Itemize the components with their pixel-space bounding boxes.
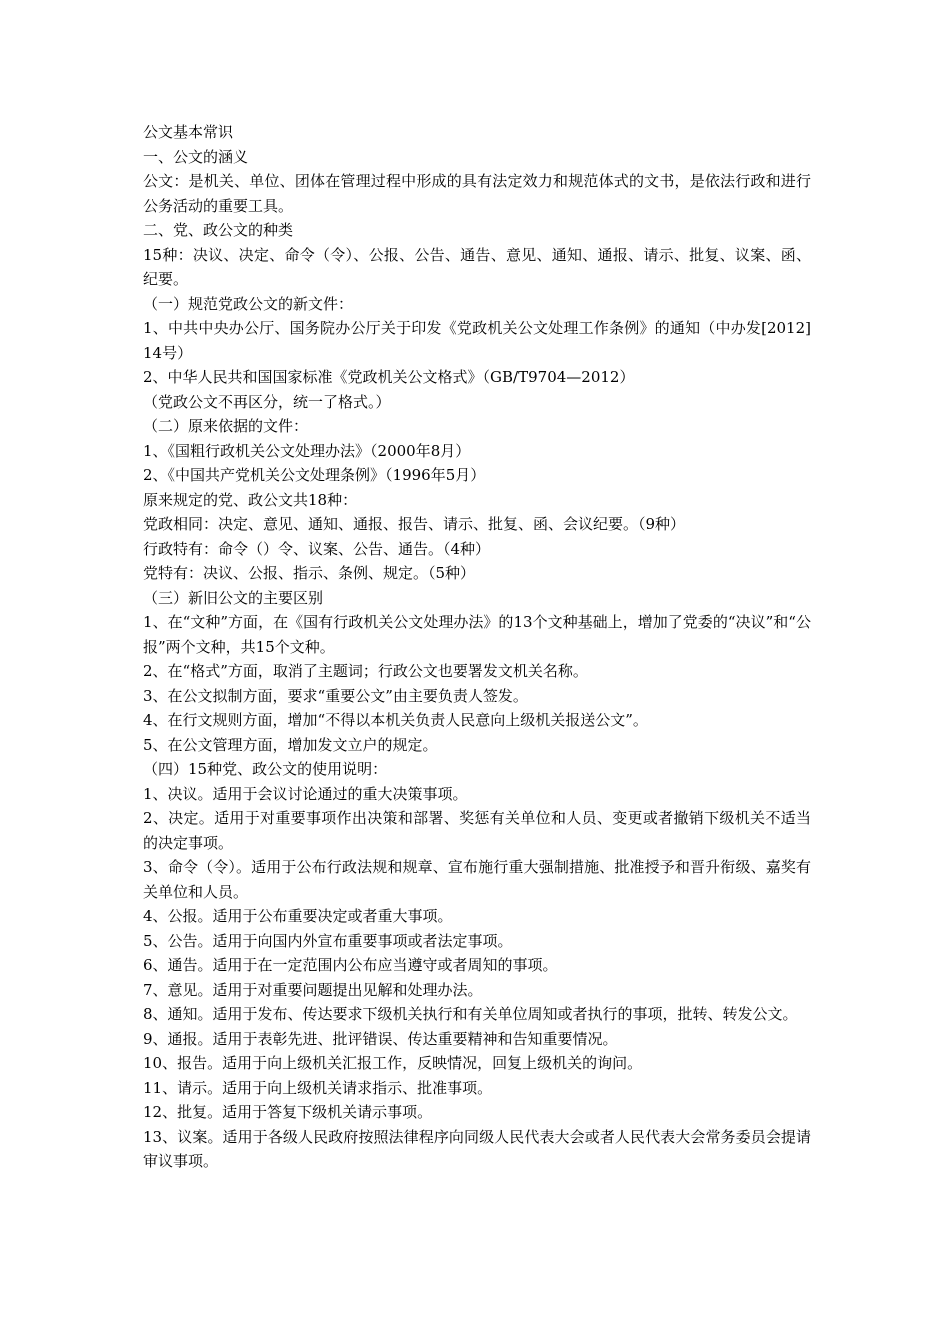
paragraph: 原来规定的党、政公文共18种： bbox=[143, 490, 358, 509]
list-item: 7、意见。适用于对重要问题提出见解和处理办法。 bbox=[143, 980, 483, 999]
list-item: 1、决议。适用于会议讨论通过的重大决策事项。 bbox=[143, 784, 468, 803]
subsection-heading: （二）原来依据的文件： bbox=[143, 417, 309, 435]
section-heading: 二、党、政公文的种类 bbox=[143, 221, 294, 239]
list-item: 2、中华人民共和国国家标准《党政机关公文格式》（GB/T9704—2012） bbox=[143, 368, 635, 386]
list-item: 6、通告。适用于在一定范围内公布应当遵守或者周知的事项。 bbox=[143, 956, 558, 974]
list-item: 3、命令（令）。适用于公布行政法规和规章、宣布施行重大强制措施、批准授予和晋升衔级、嘉奖有关单位和人员。 bbox=[143, 858, 811, 901]
paragraph: （党政公文不再区分，统一了格式。） bbox=[143, 392, 391, 411]
list-item: 1、中共中央办公厅、国务院办公厅关于印发《党政机关公文处理工作条例》的通知（中办发[2012]14号） bbox=[143, 319, 811, 362]
subsection-heading: （四）15种党、政公文的使用说明： bbox=[143, 760, 388, 778]
list-item: 12、批复。适用于答复下级机关请示事项。 bbox=[143, 1103, 433, 1121]
paragraph: 公文：是机关、单位、团体在管理过程中形成的具有法定效力和规范体式的文书，是依法行政和进行公务活动的重要工具。 bbox=[143, 172, 811, 215]
list-item: 4、公报。适用于公布重要决定或者重大事项。 bbox=[143, 907, 453, 925]
list-item: 2、决定。适用于对重要事项作出决策和部署、奖惩有关单位和人员、变更或者撤销下级机关不适当的决定事项。 bbox=[143, 809, 811, 852]
subsection-heading: （一）规范党政公文的新文件： bbox=[143, 294, 354, 313]
list-item: 10、报告。适用于向上级机关汇报工作，反映情况，回复上级机关的询问。 bbox=[143, 1054, 643, 1072]
paragraph: 党特有：决议、公报、指示、条例、规定。（5种） bbox=[143, 564, 476, 582]
document-body bbox=[143, 120, 811, 1174]
paragraph: 行政特有：命令（）令、议案、公告、通告。（4种） bbox=[143, 539, 491, 558]
list-item: 11、请示。适用于向上级机关请求指示、批准事项。 bbox=[143, 1078, 493, 1097]
list-item: 2、《中国共产党机关公文处理条例》（1996年5月） bbox=[143, 466, 486, 484]
list-item: 5、公告。适用于向国内外宣布重要事项或者法定事项。 bbox=[143, 931, 513, 950]
subsection-heading: （三）新旧公文的主要区别 bbox=[143, 588, 324, 607]
paragraph: 党政相同：决定、意见、通知、通报、报告、请示、批复、函、会议纪要。（9种） bbox=[143, 515, 686, 533]
list-item: 2、在“格式”方面，取消了主题词；行政公文也要署发文机关名称。 bbox=[143, 662, 588, 680]
list-item: 4、在行文规则方面，增加“不得以本机关负责人民意向上级机关报送公文”。 bbox=[143, 711, 648, 729]
list-item: 3、在公文拟制方面，要求“重要公文”由主要负责人签发。 bbox=[143, 686, 528, 705]
list-item: 8、通知。适用于发布、传达要求下级机关执行和有关单位周知或者执行的事项，批转、转发公文。 bbox=[143, 1005, 798, 1023]
document-title: 公文基本常识 bbox=[143, 123, 234, 141]
list-item: 1、《国粗行政机关公文处理办法》（2000年8月） bbox=[143, 441, 471, 460]
paragraph: 15种：决议、决定、命令（令）、公报、公告、通告、意见、通知、通报、请示、批复、议案、函、纪要。 bbox=[143, 245, 811, 288]
list-item: 5、在公文管理方面，增加发文立户的规定。 bbox=[143, 735, 438, 754]
list-item: 9、通报。适用于表彰先进、批评错误、传达重要精神和告知重要情况。 bbox=[143, 1029, 618, 1048]
section-heading: 一、公文的涵义 bbox=[143, 147, 249, 166]
list-item: 1、在“文种”方面，在《国有行政机关公文处理办法》的13个文种基础上，增加了党委的“决议”和“公报”两个文种，共15个文种。 bbox=[143, 613, 811, 656]
list-item: 13、议案。适用于各级人民政府按照法律程序向同级人民代表大会或者人民代表大会常务委员会提请审议事项。 bbox=[143, 1127, 811, 1170]
